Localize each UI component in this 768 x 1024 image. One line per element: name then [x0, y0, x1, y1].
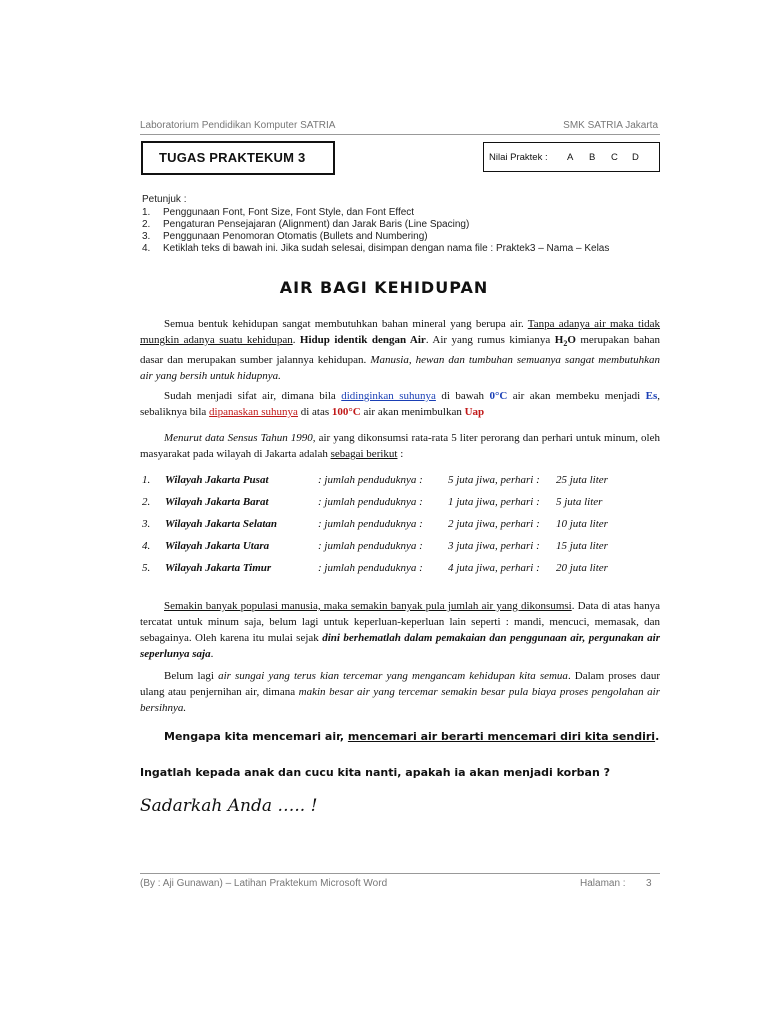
footer-rule [140, 873, 660, 874]
header-left: Laboratorium Pendidikan Komputer SATRIA [140, 120, 336, 131]
table-row: 1. Wilayah Jakarta Pusat : jumlah penduduknya : 5 juta jiwa, perhari : 25 juta liter [142, 474, 608, 486]
table-row: 2. Wilayah Jakarta Barat : jumlah penduduknya : 1 juta jiwa, perhari : 5 juta liter [142, 496, 603, 508]
document-title: AIR BAGI KEHIDUPAN [279, 278, 489, 297]
assignment-title: TUGAS PRAKTEKUM 3 [159, 150, 306, 165]
emphasis-line-1: Mengapa kita mencemari air, mencemari air berarti mencemari diri kita sendiri. [164, 730, 660, 743]
instruction-item: 4. Ketiklah teks di bawah ini. Jika sudah selesai, disimpan dengan nama file : Praktek3 – Nama – Kelas [142, 243, 610, 254]
table-row: 3. Wilayah Jakarta Selatan : jumlah penduduknya : 2 juta jiwa, perhari : 10 juta liter [142, 518, 608, 530]
grade-box [483, 142, 660, 172]
assignment-title-box [141, 141, 335, 175]
paragraph-1: Semua bentuk kehidupan sangat membutuhkan bahan mineral yang berupa air. Tanpa adanya air maka tidak mungkin adanya suatu kehidupan. Hidup identik dengan Air. Air yang rumus kimianya $H_2O$ merupakan bahan dasar dan merupakan sumber jalannya kehidupan. Manusia, hewan dan tumbuhan semuanya sangat membutuhkan air yang bersih untuk hidupnya. [140, 318, 661, 383]
paragraph-3: Menurut data Sensus Tahun 1990, air yang dikonsumsi rata-rata 5 liter perorang dan perhari untuk minum, oleh masyarakat pada wilayah di Jakarta adalah sebagai berikut : [140, 432, 660, 460]
header-rule [140, 134, 660, 135]
grade-label: Nilai Praktek : [489, 152, 548, 163]
footer-page-label: Halaman : [580, 878, 626, 889]
table-row: 5. Wilayah Jakarta Timur : jumlah penduduknya : 4 juta jiwa, perhari : 20 juta liter [142, 562, 608, 574]
footer-left: (By : Aji Gunawan) – Latihan Praktekum Microsoft Word [140, 878, 388, 889]
paragraph-2: Sudah menjadi sifat air, dimana bila didinginkan suhunya di bawah 0°C air akan membeku menjadi Es, sebaliknya bila dipanaskan suhunya di atas 100°C air akan menimbulkan Uap [140, 390, 661, 418]
grade-option-c: C [611, 152, 618, 163]
instructions-heading: Petunjuk : [142, 194, 187, 205]
paragraph-5: Belum lagi air sungai yang terus kian tercemar yang mengancam kehidupan kita semua. Dalam proses daur ulang atau penjernihan air, dimana makin besar air yang tercemar semakin besar pula biaya proses pengolahan air bersihnya. [140, 670, 660, 714]
grade-option-d: D [632, 152, 639, 163]
table-row: 4. Wilayah Jakarta Utara : jumlah penduduknya : 3 juta jiwa, perhari : 15 juta liter [142, 540, 608, 552]
grade-option-b: B [589, 152, 596, 163]
paragraph-4: Semakin banyak populasi manusia, maka semakin banyak pula jumlah air yang dikonsumsi. Data di atas hanya tercatat untuk minum saja, belum lagi untuk keperluan-keperluan lain seperti : mandi, mencuci, memasak, dan sebagainya. Oleh karena itu mulai sejak dini berhematlah dalam pemakaian dan penggunaan air, pergunakan air seperlunya saja. [140, 600, 661, 660]
instruction-item: 1. Penggunaan Font, Font Size, Font Style, dan Font Effect [142, 207, 415, 218]
header-right: SMK SATRIA Jakarta [563, 120, 658, 131]
instruction-item: 3. Penggunaan Penomoran Otomatis (Bullets and Numbering) [142, 231, 428, 242]
emphasis-line-2: Ingatlah kepada anak dan cucu kita nanti, apakah ia akan menjadi korban ? [140, 766, 610, 779]
grade-option-a: A [567, 152, 574, 163]
footer-page-number: 3 [646, 878, 652, 889]
closing-text: Sadarkah Anda ….. ! [140, 796, 318, 816]
instruction-item: 2. Pengaturan Pensejajaran (Alignment) dan Jarak Baris (Line Spacing) [142, 219, 470, 230]
